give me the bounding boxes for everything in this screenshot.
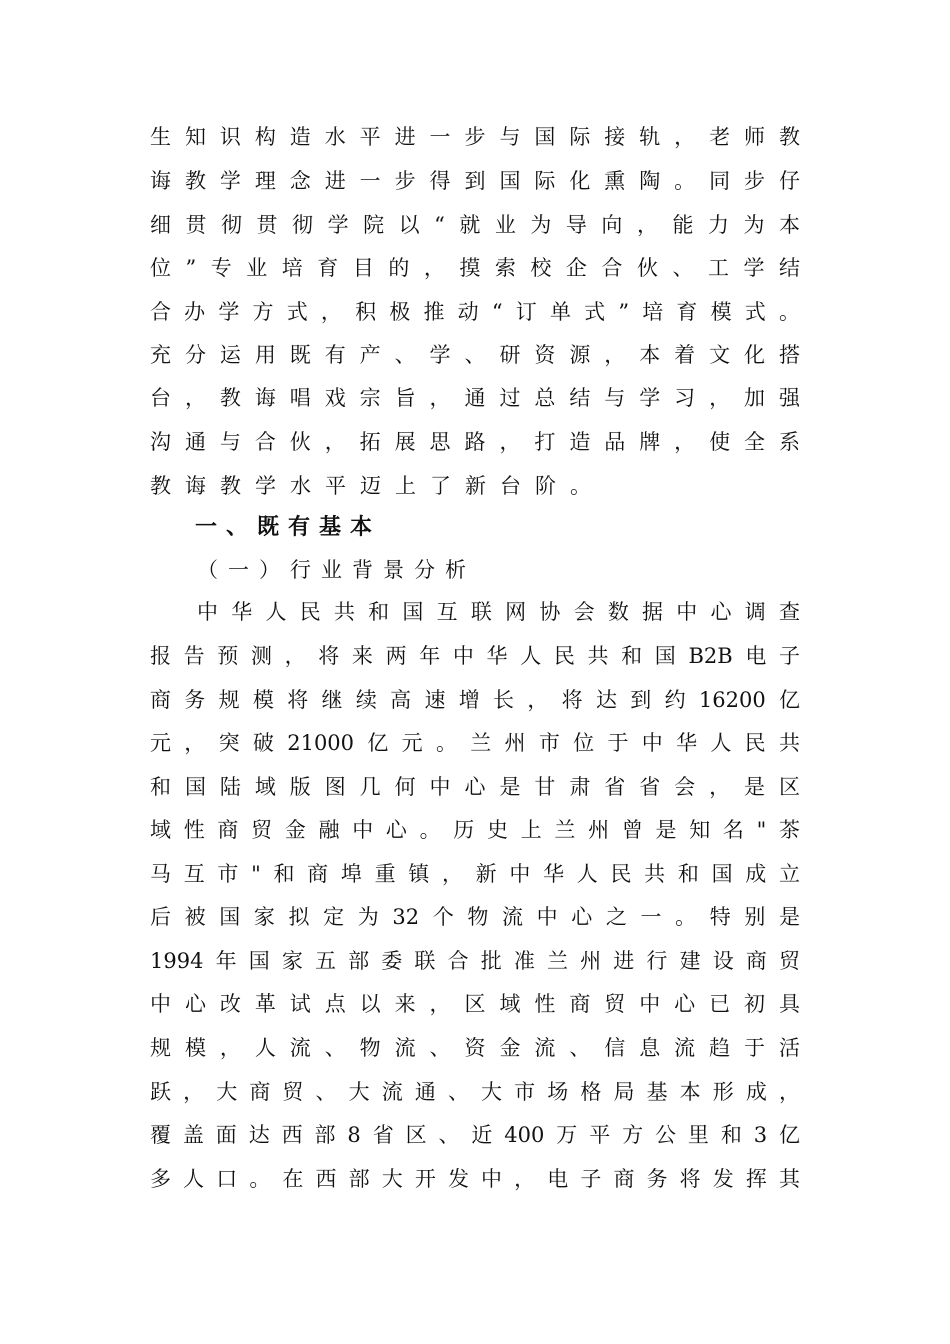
paragraph-line: 跃，大商贸、大流通、大市场格局基本形成， bbox=[150, 1080, 800, 1104]
paragraph-line: 生知识构造水平进一步与国际接轨，老师教 bbox=[150, 125, 800, 149]
paragraph-line: 位”专业培育目的，摸索校企合伙、工学结 bbox=[150, 256, 800, 280]
paragraph-line: 中心改革试点以来，区域性商贸中心已初具 bbox=[150, 992, 800, 1016]
paragraph-line: 和国陆域版图几何中心是甘肃省省会，是区 bbox=[150, 775, 800, 799]
subsection-heading: （一）行业背景分析 bbox=[197, 558, 476, 582]
paragraph-line: 沟通与合伙，拓展思路，打造品牌，使全系 bbox=[150, 430, 800, 454]
paragraph-line: 诲教学理念进一步得到国际化熏陶。同步仔 bbox=[150, 169, 800, 193]
paragraph-line: 多人口。在西部大开发中，电子商务将发挥其 bbox=[150, 1167, 800, 1191]
paragraph-line: 元，突破21000亿元。兰州市位于中华人民共 bbox=[150, 731, 800, 755]
paragraph-line: 教诲教学水平迈上了新台阶。 bbox=[150, 474, 605, 498]
paragraph-line: 规模，人流、物流、资金流、信息流趋于活 bbox=[150, 1036, 800, 1060]
paragraph-line: 报告预测，将来两年中华人民共和国B2B电子 bbox=[150, 644, 800, 668]
paragraph-line: 后被国家拟定为32个物流中心之一。特别是 bbox=[150, 905, 800, 929]
paragraph-line: 充分运用既有产、学、研资源，本着文化搭 bbox=[150, 343, 800, 367]
paragraph-line: 马互市"和商埠重镇，新中华人民共和国成立 bbox=[150, 862, 800, 886]
paragraph-line: 商务规模将继续高速增长，将达到约16200亿 bbox=[150, 688, 800, 712]
paragraph-line: 台，教诲唱戏宗旨，通过总结与学习，加强 bbox=[150, 386, 800, 410]
paragraph-line: 1994年国家五部委联合批准兰州进行建设商贸 bbox=[150, 949, 800, 973]
section-heading: 一、既有基本 bbox=[195, 515, 382, 540]
paragraph-line: 合办学方式，积极推动“订单式”培育模式。 bbox=[150, 300, 800, 324]
paragraph-line: 中华人民共和国互联网协会数据中心调查 bbox=[197, 600, 800, 624]
paragraph-line: 域性商贸金融中心。历史上兰州曾是知名"茶 bbox=[150, 818, 800, 842]
paragraph-line: 覆盖面达西部8省区、近400万平方公里和3亿 bbox=[150, 1123, 800, 1147]
paragraph-line: 细贯彻贯彻学院以“就业为导向，能力为本 bbox=[150, 213, 800, 237]
